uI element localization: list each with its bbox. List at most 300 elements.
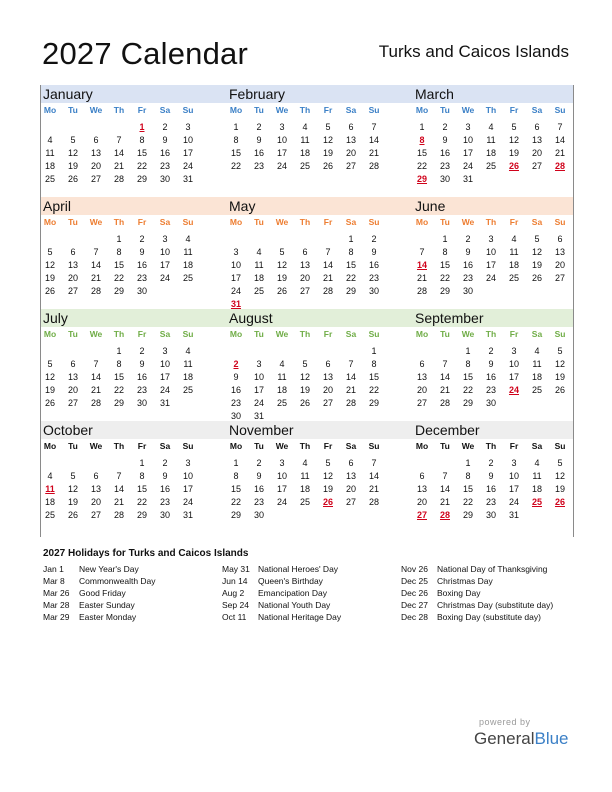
calendar-day[interactable]: 28: [416, 286, 427, 296]
calendar-day[interactable]: 13: [345, 135, 356, 145]
calendar-day[interactable]: 4: [47, 471, 53, 481]
calendar-day[interactable]: 25: [182, 273, 193, 283]
calendar-day[interactable]: 11: [45, 148, 55, 158]
calendar-day[interactable]: 16: [159, 148, 170, 158]
calendar-day[interactable]: 3: [465, 122, 471, 132]
calendar-day[interactable]: 11: [532, 471, 542, 481]
calendar-day[interactable]: 1: [371, 346, 377, 356]
calendar-day[interactable]: 29: [462, 510, 473, 520]
calendar-day[interactable]: 18: [531, 372, 542, 382]
calendar-day[interactable]: 9: [233, 372, 239, 382]
calendar-day[interactable]: 16: [439, 148, 450, 158]
calendar-day[interactable]: 22: [462, 497, 473, 507]
calendar-day[interactable]: 8: [233, 135, 239, 145]
calendar-day[interactable]: 12: [554, 471, 565, 481]
calendar-day[interactable]: 3: [279, 122, 285, 132]
calendar-day[interactable]: 7: [93, 247, 99, 257]
calendar-day[interactable]: 24: [230, 286, 241, 296]
calendar-day[interactable]: 18: [182, 372, 193, 382]
calendar-day[interactable]: 13: [90, 148, 101, 158]
calendar-day[interactable]: 20: [531, 148, 542, 158]
calendar-day[interactable]: 19: [299, 385, 310, 395]
calendar-day[interactable]: 10: [230, 260, 241, 270]
calendar-day[interactable]: 2: [488, 346, 494, 356]
calendar-day[interactable]: 1: [348, 234, 354, 244]
calendar-day[interactable]: 12: [531, 247, 542, 257]
calendar-day[interactable]: 12: [67, 484, 78, 494]
holiday-date[interactable]: 31: [230, 299, 241, 309]
calendar-day[interactable]: 21: [439, 385, 450, 395]
calendar-day[interactable]: 17: [485, 260, 496, 270]
calendar-day[interactable]: 8: [139, 471, 145, 481]
calendar-day[interactable]: 1: [419, 122, 425, 132]
calendar-day[interactable]: 2: [139, 346, 145, 356]
calendar-day[interactable]: 29: [113, 398, 124, 408]
calendar-day[interactable]: 17: [159, 372, 170, 382]
calendar-day[interactable]: 6: [325, 359, 331, 369]
calendar-day[interactable]: 24: [485, 273, 496, 283]
calendar-day[interactable]: 18: [276, 385, 287, 395]
calendar-day[interactable]: 1: [233, 122, 239, 132]
calendar-day[interactable]: 6: [419, 471, 425, 481]
calendar-day[interactable]: 16: [159, 484, 170, 494]
calendar-day[interactable]: 28: [90, 398, 101, 408]
calendar-day[interactable]: 18: [44, 497, 55, 507]
calendar-day[interactable]: 8: [116, 359, 122, 369]
calendar-day[interactable]: 7: [371, 458, 377, 468]
calendar-day[interactable]: 25: [253, 286, 264, 296]
calendar-day[interactable]: 29: [368, 398, 379, 408]
calendar-day[interactable]: 18: [485, 148, 496, 158]
calendar-day[interactable]: 23: [485, 497, 496, 507]
calendar-day[interactable]: 6: [419, 359, 425, 369]
calendar-day[interactable]: 20: [554, 260, 565, 270]
calendar-day[interactable]: 10: [508, 471, 519, 481]
calendar-day[interactable]: 16: [368, 260, 379, 270]
calendar-day[interactable]: 14: [322, 260, 333, 270]
calendar-day[interactable]: 10: [462, 135, 473, 145]
holiday-date[interactable]: 1: [139, 122, 145, 132]
calendar-day[interactable]: 19: [531, 260, 542, 270]
calendar-day[interactable]: 21: [90, 385, 101, 395]
calendar-day[interactable]: 22: [230, 161, 241, 171]
calendar-day[interactable]: 16: [462, 260, 473, 270]
calendar-day[interactable]: 14: [90, 372, 101, 382]
calendar-day[interactable]: 19: [44, 273, 55, 283]
calendar-day[interactable]: 23: [253, 497, 264, 507]
calendar-day[interactable]: 11: [486, 135, 496, 145]
calendar-day[interactable]: 15: [113, 260, 124, 270]
calendar-day[interactable]: 4: [185, 346, 191, 356]
calendar-day[interactable]: 7: [116, 135, 122, 145]
calendar-day[interactable]: 1: [139, 458, 145, 468]
holiday-date[interactable]: 28: [554, 161, 565, 171]
calendar-day[interactable]: 2: [162, 122, 168, 132]
calendar-day[interactable]: 3: [162, 346, 168, 356]
calendar-day[interactable]: 27: [345, 161, 356, 171]
calendar-day[interactable]: 1: [116, 346, 122, 356]
calendar-day[interactable]: 22: [345, 273, 356, 283]
calendar-day[interactable]: 21: [345, 385, 356, 395]
calendar-day[interactable]: 10: [182, 135, 193, 145]
calendar-day[interactable]: 9: [371, 247, 377, 257]
calendar-day[interactable]: 2: [256, 458, 262, 468]
holiday-date[interactable]: 28: [439, 510, 450, 520]
calendar-day[interactable]: 27: [531, 161, 542, 171]
calendar-day[interactable]: 8: [371, 359, 377, 369]
calendar-day[interactable]: 17: [276, 148, 287, 158]
calendar-day[interactable]: 24: [159, 385, 170, 395]
calendar-day[interactable]: 4: [185, 234, 191, 244]
calendar-day[interactable]: 17: [159, 260, 170, 270]
calendar-day[interactable]: 3: [185, 458, 191, 468]
calendar-day[interactable]: 30: [439, 174, 450, 184]
calendar-day[interactable]: 1: [116, 234, 122, 244]
calendar-day[interactable]: 31: [462, 174, 473, 184]
calendar-day[interactable]: 13: [322, 372, 333, 382]
calendar-day[interactable]: 2: [371, 234, 377, 244]
calendar-day[interactable]: 23: [159, 497, 170, 507]
calendar-day[interactable]: 3: [511, 458, 517, 468]
calendar-day[interactable]: 27: [416, 398, 427, 408]
calendar-day[interactable]: 5: [557, 458, 563, 468]
calendar-day[interactable]: 21: [113, 161, 124, 171]
calendar-day[interactable]: 4: [302, 458, 308, 468]
calendar-day[interactable]: 3: [488, 234, 494, 244]
calendar-day[interactable]: 20: [345, 484, 356, 494]
calendar-day[interactable]: 11: [300, 135, 310, 145]
calendar-day[interactable]: 4: [47, 135, 53, 145]
calendar-day[interactable]: 9: [139, 247, 145, 257]
calendar-day[interactable]: 30: [230, 411, 241, 421]
calendar-day[interactable]: 20: [90, 161, 101, 171]
calendar-day[interactable]: 13: [345, 471, 356, 481]
calendar-day[interactable]: 6: [557, 234, 563, 244]
calendar-day[interactable]: 11: [509, 247, 519, 257]
holiday-date[interactable]: 2: [233, 359, 239, 369]
calendar-day[interactable]: 9: [442, 135, 448, 145]
calendar-day[interactable]: 26: [67, 174, 78, 184]
calendar-day[interactable]: 26: [322, 161, 333, 171]
calendar-day[interactable]: 13: [531, 135, 542, 145]
calendar-day[interactable]: 18: [299, 484, 310, 494]
calendar-day[interactable]: 29: [136, 174, 147, 184]
holiday-date[interactable]: 11: [45, 484, 55, 494]
calendar-day[interactable]: 20: [345, 148, 356, 158]
calendar-day[interactable]: 22: [368, 385, 379, 395]
calendar-day[interactable]: 23: [462, 273, 473, 283]
calendar-day[interactable]: 19: [44, 385, 55, 395]
calendar-day[interactable]: 6: [348, 122, 354, 132]
calendar-day[interactable]: 17: [462, 148, 473, 158]
calendar-day[interactable]: 3: [162, 234, 168, 244]
calendar-day[interactable]: 2: [162, 458, 168, 468]
calendar-day[interactable]: 25: [485, 161, 496, 171]
calendar-day[interactable]: 27: [322, 398, 333, 408]
calendar-day[interactable]: 4: [256, 247, 262, 257]
calendar-day[interactable]: 25: [531, 385, 542, 395]
calendar-day[interactable]: 24: [253, 398, 264, 408]
calendar-day[interactable]: 23: [439, 161, 450, 171]
calendar-day[interactable]: 15: [230, 484, 241, 494]
calendar-day[interactable]: 15: [113, 372, 124, 382]
calendar-day[interactable]: 20: [67, 385, 78, 395]
calendar-day[interactable]: 19: [554, 484, 565, 494]
calendar-day[interactable]: 24: [276, 161, 287, 171]
calendar-day[interactable]: 9: [139, 359, 145, 369]
calendar-day[interactable]: 5: [70, 135, 76, 145]
calendar-day[interactable]: 26: [44, 398, 55, 408]
calendar-day[interactable]: 30: [136, 286, 147, 296]
calendar-day[interactable]: 12: [322, 135, 333, 145]
calendar-day[interactable]: 8: [116, 247, 122, 257]
calendar-day[interactable]: 12: [322, 471, 333, 481]
calendar-day[interactable]: 20: [322, 385, 333, 395]
holiday-date[interactable]: 8: [419, 135, 425, 145]
calendar-day[interactable]: 5: [70, 471, 76, 481]
calendar-day[interactable]: 8: [233, 471, 239, 481]
calendar-day[interactable]: 6: [93, 135, 99, 145]
calendar-day[interactable]: 27: [67, 286, 78, 296]
calendar-day[interactable]: 18: [44, 161, 55, 171]
calendar-day[interactable]: 1: [465, 458, 471, 468]
calendar-day[interactable]: 14: [439, 372, 450, 382]
calendar-day[interactable]: 2: [488, 458, 494, 468]
calendar-day[interactable]: 3: [256, 359, 262, 369]
calendar-day[interactable]: 26: [299, 398, 310, 408]
calendar-day[interactable]: 5: [557, 346, 563, 356]
calendar-day[interactable]: 14: [439, 484, 450, 494]
holiday-date[interactable]: 25: [531, 497, 542, 507]
calendar-day[interactable]: 7: [371, 122, 377, 132]
calendar-day[interactable]: 4: [488, 122, 494, 132]
calendar-day[interactable]: 14: [368, 471, 379, 481]
calendar-day[interactable]: 29: [230, 510, 241, 520]
holiday-date[interactable]: 29: [416, 174, 427, 184]
calendar-day[interactable]: 18: [253, 273, 264, 283]
calendar-day[interactable]: 28: [113, 510, 124, 520]
calendar-day[interactable]: 7: [325, 247, 331, 257]
calendar-day[interactable]: 22: [416, 161, 427, 171]
calendar-day[interactable]: 26: [276, 286, 287, 296]
calendar-day[interactable]: 3: [233, 247, 239, 257]
calendar-day[interactable]: 2: [256, 122, 262, 132]
calendar-day[interactable]: 24: [182, 161, 193, 171]
calendar-day[interactable]: 27: [90, 174, 101, 184]
calendar-day[interactable]: 13: [554, 247, 565, 257]
calendar-day[interactable]: 22: [136, 161, 147, 171]
calendar-day[interactable]: 6: [534, 122, 540, 132]
calendar-day[interactable]: 14: [368, 135, 379, 145]
calendar-day[interactable]: 1: [233, 458, 239, 468]
calendar-day[interactable]: 15: [462, 372, 473, 382]
calendar-day[interactable]: 31: [182, 510, 193, 520]
calendar-day[interactable]: 4: [279, 359, 285, 369]
calendar-day[interactable]: 3: [511, 346, 517, 356]
calendar-day[interactable]: 30: [159, 510, 170, 520]
calendar-day[interactable]: 8: [348, 247, 354, 257]
calendar-day[interactable]: 8: [465, 359, 471, 369]
calendar-day[interactable]: 27: [90, 510, 101, 520]
calendar-day[interactable]: 29: [439, 286, 450, 296]
calendar-day[interactable]: 7: [116, 471, 122, 481]
calendar-day[interactable]: 16: [253, 148, 264, 158]
calendar-day[interactable]: 24: [159, 273, 170, 283]
calendar-day[interactable]: 28: [90, 286, 101, 296]
calendar-day[interactable]: 30: [253, 510, 264, 520]
calendar-day[interactable]: 25: [276, 398, 287, 408]
calendar-day[interactable]: 3: [279, 458, 285, 468]
calendar-day[interactable]: 4: [534, 346, 540, 356]
calendar-day[interactable]: 18: [182, 260, 193, 270]
calendar-day[interactable]: 5: [325, 458, 331, 468]
calendar-day[interactable]: 15: [416, 148, 427, 158]
calendar-day[interactable]: 24: [508, 497, 519, 507]
calendar-day[interactable]: 9: [256, 135, 262, 145]
calendar-day[interactable]: 2: [139, 234, 145, 244]
calendar-day[interactable]: 12: [554, 359, 565, 369]
calendar-day[interactable]: 15: [136, 148, 147, 158]
calendar-day[interactable]: 6: [302, 247, 308, 257]
calendar-day[interactable]: 19: [276, 273, 287, 283]
calendar-day[interactable]: 17: [508, 484, 519, 494]
calendar-day[interactable]: 13: [299, 260, 310, 270]
calendar-day[interactable]: 20: [299, 273, 310, 283]
calendar-day[interactable]: 16: [230, 385, 241, 395]
calendar-day[interactable]: 21: [368, 484, 379, 494]
calendar-day[interactable]: 25: [508, 273, 519, 283]
calendar-day[interactable]: 29: [345, 286, 356, 296]
calendar-day[interactable]: 13: [416, 484, 427, 494]
calendar-day[interactable]: 24: [276, 497, 287, 507]
calendar-day[interactable]: 2: [465, 234, 471, 244]
calendar-day[interactable]: 1: [442, 234, 448, 244]
calendar-day[interactable]: 27: [345, 497, 356, 507]
calendar-day[interactable]: 16: [136, 260, 147, 270]
calendar-day[interactable]: 7: [348, 359, 354, 369]
calendar-day[interactable]: 12: [508, 135, 519, 145]
calendar-day[interactable]: 10: [159, 247, 170, 257]
calendar-day[interactable]: 6: [70, 247, 76, 257]
calendar-day[interactable]: 26: [67, 510, 78, 520]
calendar-day[interactable]: 23: [136, 273, 147, 283]
calendar-day[interactable]: 20: [416, 385, 427, 395]
calendar-day[interactable]: 15: [345, 260, 356, 270]
calendar-day[interactable]: 24: [462, 161, 473, 171]
calendar-day[interactable]: 28: [322, 286, 333, 296]
calendar-day[interactable]: 14: [113, 148, 124, 158]
calendar-day[interactable]: 30: [159, 174, 170, 184]
calendar-day[interactable]: 15: [230, 148, 241, 158]
calendar-day[interactable]: 31: [508, 510, 519, 520]
brand-logo[interactable]: [474, 729, 569, 749]
calendar-day[interactable]: 16: [136, 372, 147, 382]
calendar-day[interactable]: 4: [302, 122, 308, 132]
calendar-day[interactable]: 19: [67, 161, 78, 171]
calendar-day[interactable]: 16: [485, 372, 496, 382]
calendar-day[interactable]: 7: [419, 247, 425, 257]
calendar-day[interactable]: 2: [442, 122, 448, 132]
calendar-day[interactable]: 20: [90, 497, 101, 507]
calendar-day[interactable]: 11: [183, 359, 193, 369]
calendar-day[interactable]: 11: [254, 260, 264, 270]
calendar-day[interactable]: 10: [276, 471, 287, 481]
calendar-day[interactable]: 12: [276, 260, 287, 270]
calendar-day[interactable]: 17: [182, 148, 193, 158]
calendar-day[interactable]: 21: [113, 497, 124, 507]
calendar-day[interactable]: 15: [439, 260, 450, 270]
calendar-day[interactable]: 27: [554, 273, 565, 283]
calendar-day[interactable]: 14: [345, 372, 356, 382]
calendar-day[interactable]: 22: [439, 273, 450, 283]
calendar-day[interactable]: 22: [462, 385, 473, 395]
calendar-day[interactable]: 7: [442, 471, 448, 481]
calendar-day[interactable]: 23: [485, 385, 496, 395]
calendar-day[interactable]: 20: [416, 497, 427, 507]
calendar-day[interactable]: 4: [511, 234, 517, 244]
calendar-day[interactable]: 17: [508, 372, 519, 382]
calendar-day[interactable]: 17: [230, 273, 241, 283]
calendar-day[interactable]: 13: [90, 484, 101, 494]
calendar-day[interactable]: 6: [348, 458, 354, 468]
calendar-day[interactable]: 28: [345, 398, 356, 408]
calendar-day[interactable]: 29: [462, 398, 473, 408]
calendar-day[interactable]: 25: [299, 497, 310, 507]
calendar-day[interactable]: 5: [47, 247, 53, 257]
calendar-day[interactable]: 28: [439, 398, 450, 408]
calendar-day[interactable]: 7: [557, 122, 563, 132]
calendar-day[interactable]: 12: [44, 372, 55, 382]
calendar-day[interactable]: 25: [44, 174, 55, 184]
calendar-day[interactable]: 11: [532, 359, 542, 369]
calendar-day[interactable]: 12: [67, 148, 78, 158]
calendar-day[interactable]: 30: [136, 398, 147, 408]
calendar-day[interactable]: 30: [462, 286, 473, 296]
calendar-day[interactable]: 21: [554, 148, 565, 158]
calendar-day[interactable]: 9: [162, 135, 168, 145]
calendar-day[interactable]: 9: [256, 471, 262, 481]
calendar-day[interactable]: 14: [554, 135, 565, 145]
calendar-day[interactable]: 5: [511, 122, 517, 132]
calendar-day[interactable]: 21: [322, 273, 333, 283]
calendar-day[interactable]: 30: [485, 398, 496, 408]
calendar-day[interactable]: 8: [465, 471, 471, 481]
calendar-day[interactable]: 16: [485, 484, 496, 494]
calendar-day[interactable]: 28: [368, 497, 379, 507]
calendar-day[interactable]: 14: [113, 484, 124, 494]
calendar-day[interactable]: 11: [183, 247, 193, 257]
calendar-day[interactable]: 26: [554, 385, 565, 395]
calendar-day[interactable]: 31: [253, 411, 264, 421]
calendar-day[interactable]: 19: [322, 148, 333, 158]
calendar-day[interactable]: 17: [253, 385, 264, 395]
calendar-day[interactable]: 10: [182, 471, 193, 481]
calendar-day[interactable]: 25: [182, 385, 193, 395]
calendar-day[interactable]: 23: [159, 161, 170, 171]
calendar-day[interactable]: 5: [302, 359, 308, 369]
holiday-date[interactable]: 24: [508, 385, 519, 395]
calendar-day[interactable]: 21: [90, 273, 101, 283]
calendar-day[interactable]: 19: [554, 372, 565, 382]
calendar-day[interactable]: 9: [488, 471, 494, 481]
holiday-date[interactable]: 26: [322, 497, 333, 507]
calendar-day[interactable]: 21: [416, 273, 427, 283]
calendar-day[interactable]: 9: [465, 247, 471, 257]
calendar-day[interactable]: 15: [136, 484, 147, 494]
calendar-day[interactable]: 4: [534, 458, 540, 468]
calendar-day[interactable]: 25: [44, 510, 55, 520]
calendar-day[interactable]: 26: [44, 286, 55, 296]
